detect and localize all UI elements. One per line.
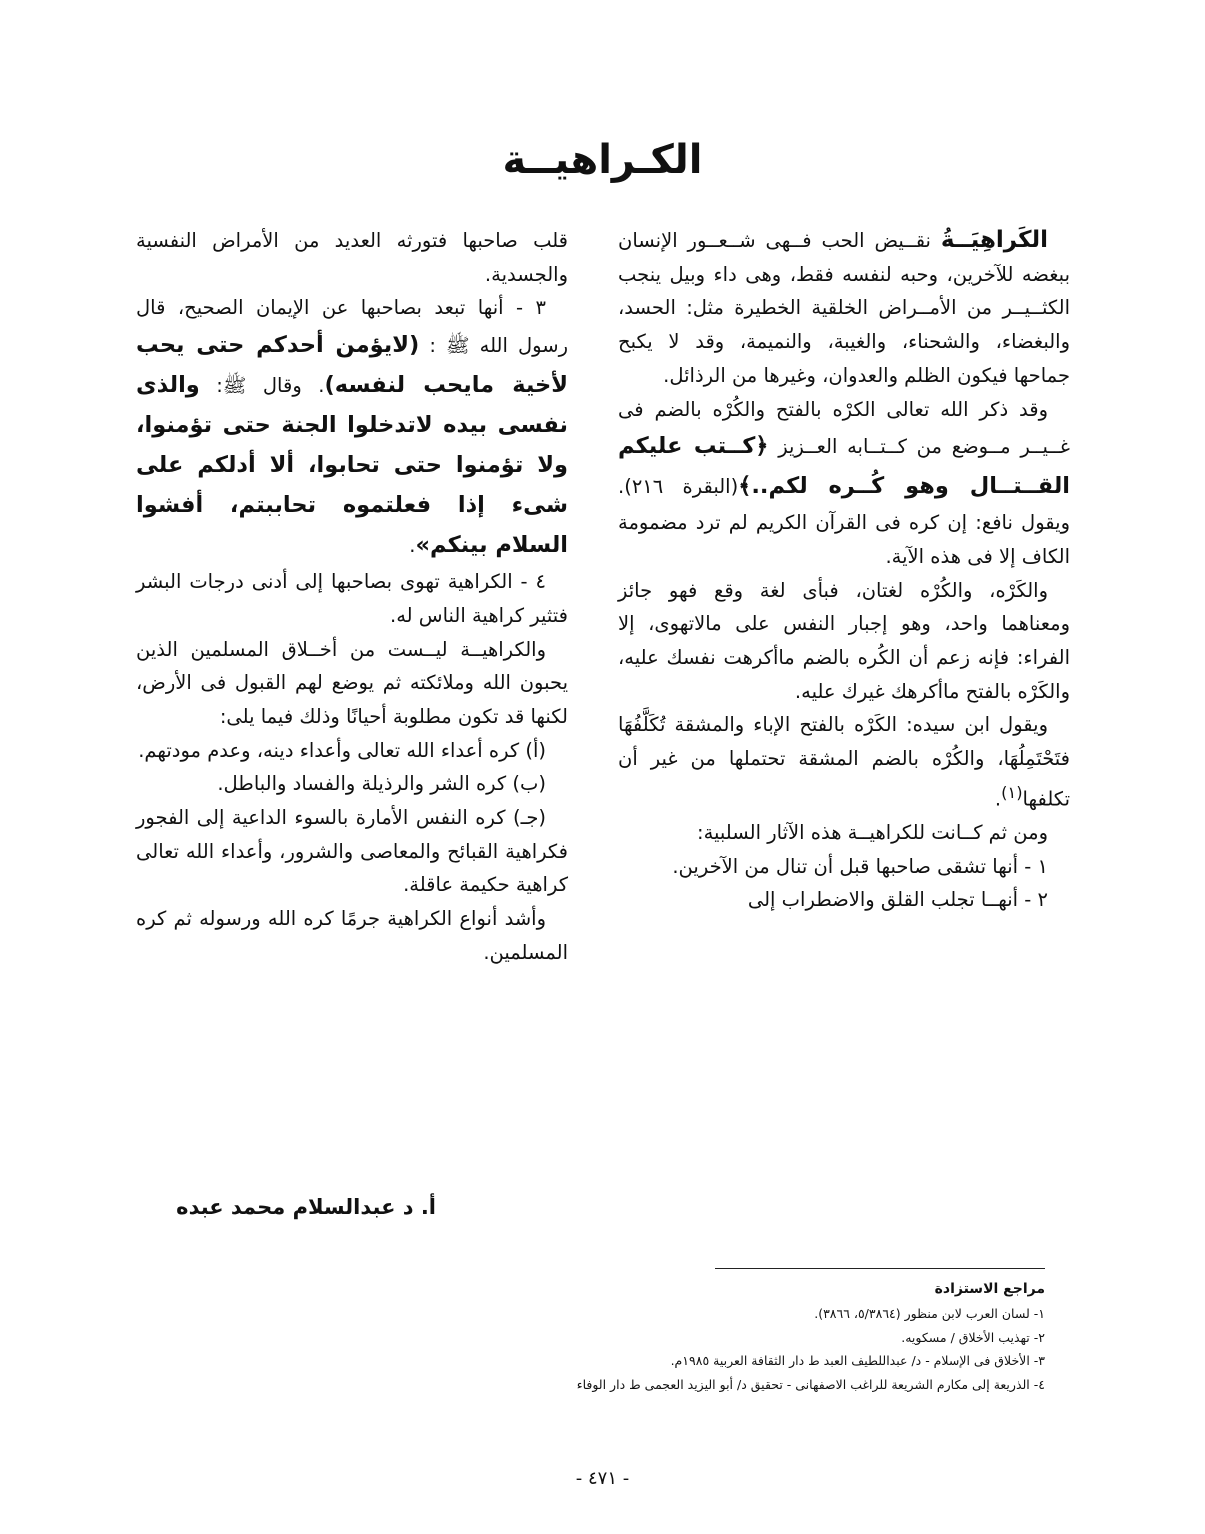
right-column	[618, 224, 1070, 917]
list-item-b: (ب) كره الشر والرذيلة والفساد والباطل.	[217, 772, 546, 796]
footnote-divider	[715, 1268, 1045, 1269]
effect-3-end: .	[409, 534, 416, 558]
list-item-c: (جـ) كره النفس الأمارة بالسوء الداعية إلى الفجور فكراهية القبائح والمعاصى والشرور، وأعداء الله تعالى كراهية حكيمة عاقلة.	[136, 806, 568, 897]
list-item-effect-4: ٤ - الكراهية تهوى بصاحبها إلى أدنى درجات البشر فتثير كراهية الناس له.	[136, 570, 568, 627]
paragraph-not-muslim-morals: والكراهيــة ليــست من أخــلاق المسلمين الذين يحبون الله وملائكته ثم يوضع لهم القبول فى الأرض، لكنها قد تكون مطلوبة أحيانًا وذلك فيما يلى:	[136, 637, 568, 728]
reference-item: ٢- تهذيب الأخلاق / مسكويه.	[901, 1329, 1045, 1345]
definition-text: نقــيض الحب فــهى شــعــور الإنسان ببغضه للآخرين، وحبه لنفسه فقط، وهى داء وبيل ينجب الكثــيــر من الأمــراض الخلقية الخطيرة مثل: الحسد، والبغضاء، والشحناء، والغيبة، والنميمة، وقد لا يكبح جماحها فيكون الظلم والعدوان، وغيرها من الرذائل.	[618, 229, 1070, 387]
references-list	[400, 1302, 1045, 1396]
left-column	[136, 224, 568, 970]
author-name: أ. د عبدالسلام محمد عبده	[176, 1195, 436, 1219]
quran-intro-text: وقد ذكر الله تعالى الكرْه بالفتح والكُرْه بالضم فى غــيــر مــوضع من كــتــابه العــزيز	[618, 397, 1071, 459]
paragraph-definition	[618, 224, 1070, 393]
footnote-marker: (١)	[1001, 782, 1023, 802]
keyword-karahiya: الكَراهِيَــةُ	[940, 227, 1048, 253]
paragraph-two-dialects: والكَرْه، والكُرْه لغتان، فبأى لغة وقع فهو جائز ومعناهما واحد، وهو إجبار النفس على مالاتهوى، إلا الفراء: فإنه زعم أن الكُره بالضم ماأكرهت نفسك عليه، والكَرْه بالفتح ماأكرهك غيرك عليه.	[618, 578, 1070, 703]
effect-3-mid: . وقال ﷺ:	[216, 374, 325, 398]
list-item-effect-1: ١ - أنها تشقى صاحبها قبل أن تنال من الآخرين.	[672, 854, 1048, 878]
paragraph-continuation: قلب صاحبها فتورثه العديد من الأمراض النفسية والجسدية.	[136, 229, 568, 286]
paragraph-effects-intro: ومن ثم كــانت للكراهيــة هذه الآثار السلبية:	[697, 821, 1048, 845]
paragraph-quran	[618, 393, 1070, 574]
list-item-a: (أ) كره أعداء الله تعالى وأعداء دينه، وعدم مودتهم.	[138, 738, 546, 762]
hadith-quote-1: (لايؤمن أحدكم حتى يحب لأخية مايحب لنفسه)	[136, 332, 569, 399]
reference-item: ١- لسان العرب لابن منظور (٥/٣٨٦٤، ٣٨٦٦).	[814, 1306, 1045, 1321]
paragraph-ibn-sidah	[618, 708, 1070, 816]
reference-item: ٣- الأخلاق فى الإسلام - د/ عبداللطيف العبد ط دار الثقافة العربية ١٩٨٥م.	[670, 1353, 1045, 1368]
page-title: الكـراهيــة	[502, 137, 703, 183]
page-number: - ٤٧١ -	[575, 1468, 630, 1489]
quran-tail-text: (البقرة ٢١٦). ويقول نافع: إن كره فى القرآن الكريم لم ترد مضمومة الكاف إلا فى هذه الآية.	[618, 475, 1070, 568]
reference-item: ٤- الذريعة إلى مكارم الشريعة للراغب الاصفهانى - تحقيق د/ أبو اليزيد العجمى ط دار الوفاء	[576, 1376, 1045, 1392]
effect-3-text: ٣ - أنها تبعد بصاحبها عن الإيمان الصحيح، قال رسول الله ﷺ :	[136, 296, 568, 358]
paragraph-worst-hatred: وأشد أنواع الكراهية جرمًا كره الله ورسوله ثم كره المسلمين.	[136, 907, 568, 964]
ibn-sidah-end: .	[994, 787, 1002, 811]
quran-verse: ﴿كــتب عليكم القــتــال وهو كُــره لكم..﴾	[618, 433, 1071, 500]
references-heading: مراجع الاستزادة	[934, 1281, 1045, 1297]
hadith-quote-2: والذى نفسى بيده لاتدخلوا الجنة حتى تؤمنوا، ولا تؤمنوا حتى تحابوا، ألا أدلكم على شىء إذا فعلتموه تحاببتم، أفشوا السلام بينكم»	[136, 372, 568, 559]
list-item-effect-2: ٢ - أنهــا تجلب القلق والاضطراب إلى	[747, 888, 1048, 912]
references	[400, 1276, 1045, 1396]
ibn-sidah-text: ويقول ابن سيده: الكَرْه بالفتح الإباء والمشقة تُكَلَّفُهَا فتَحْتَمِلُهَا، والكُرْه بالضم المشقة تحتملها من غير أن تكلفها	[618, 713, 1070, 811]
list-item-effect-3	[136, 291, 568, 565]
